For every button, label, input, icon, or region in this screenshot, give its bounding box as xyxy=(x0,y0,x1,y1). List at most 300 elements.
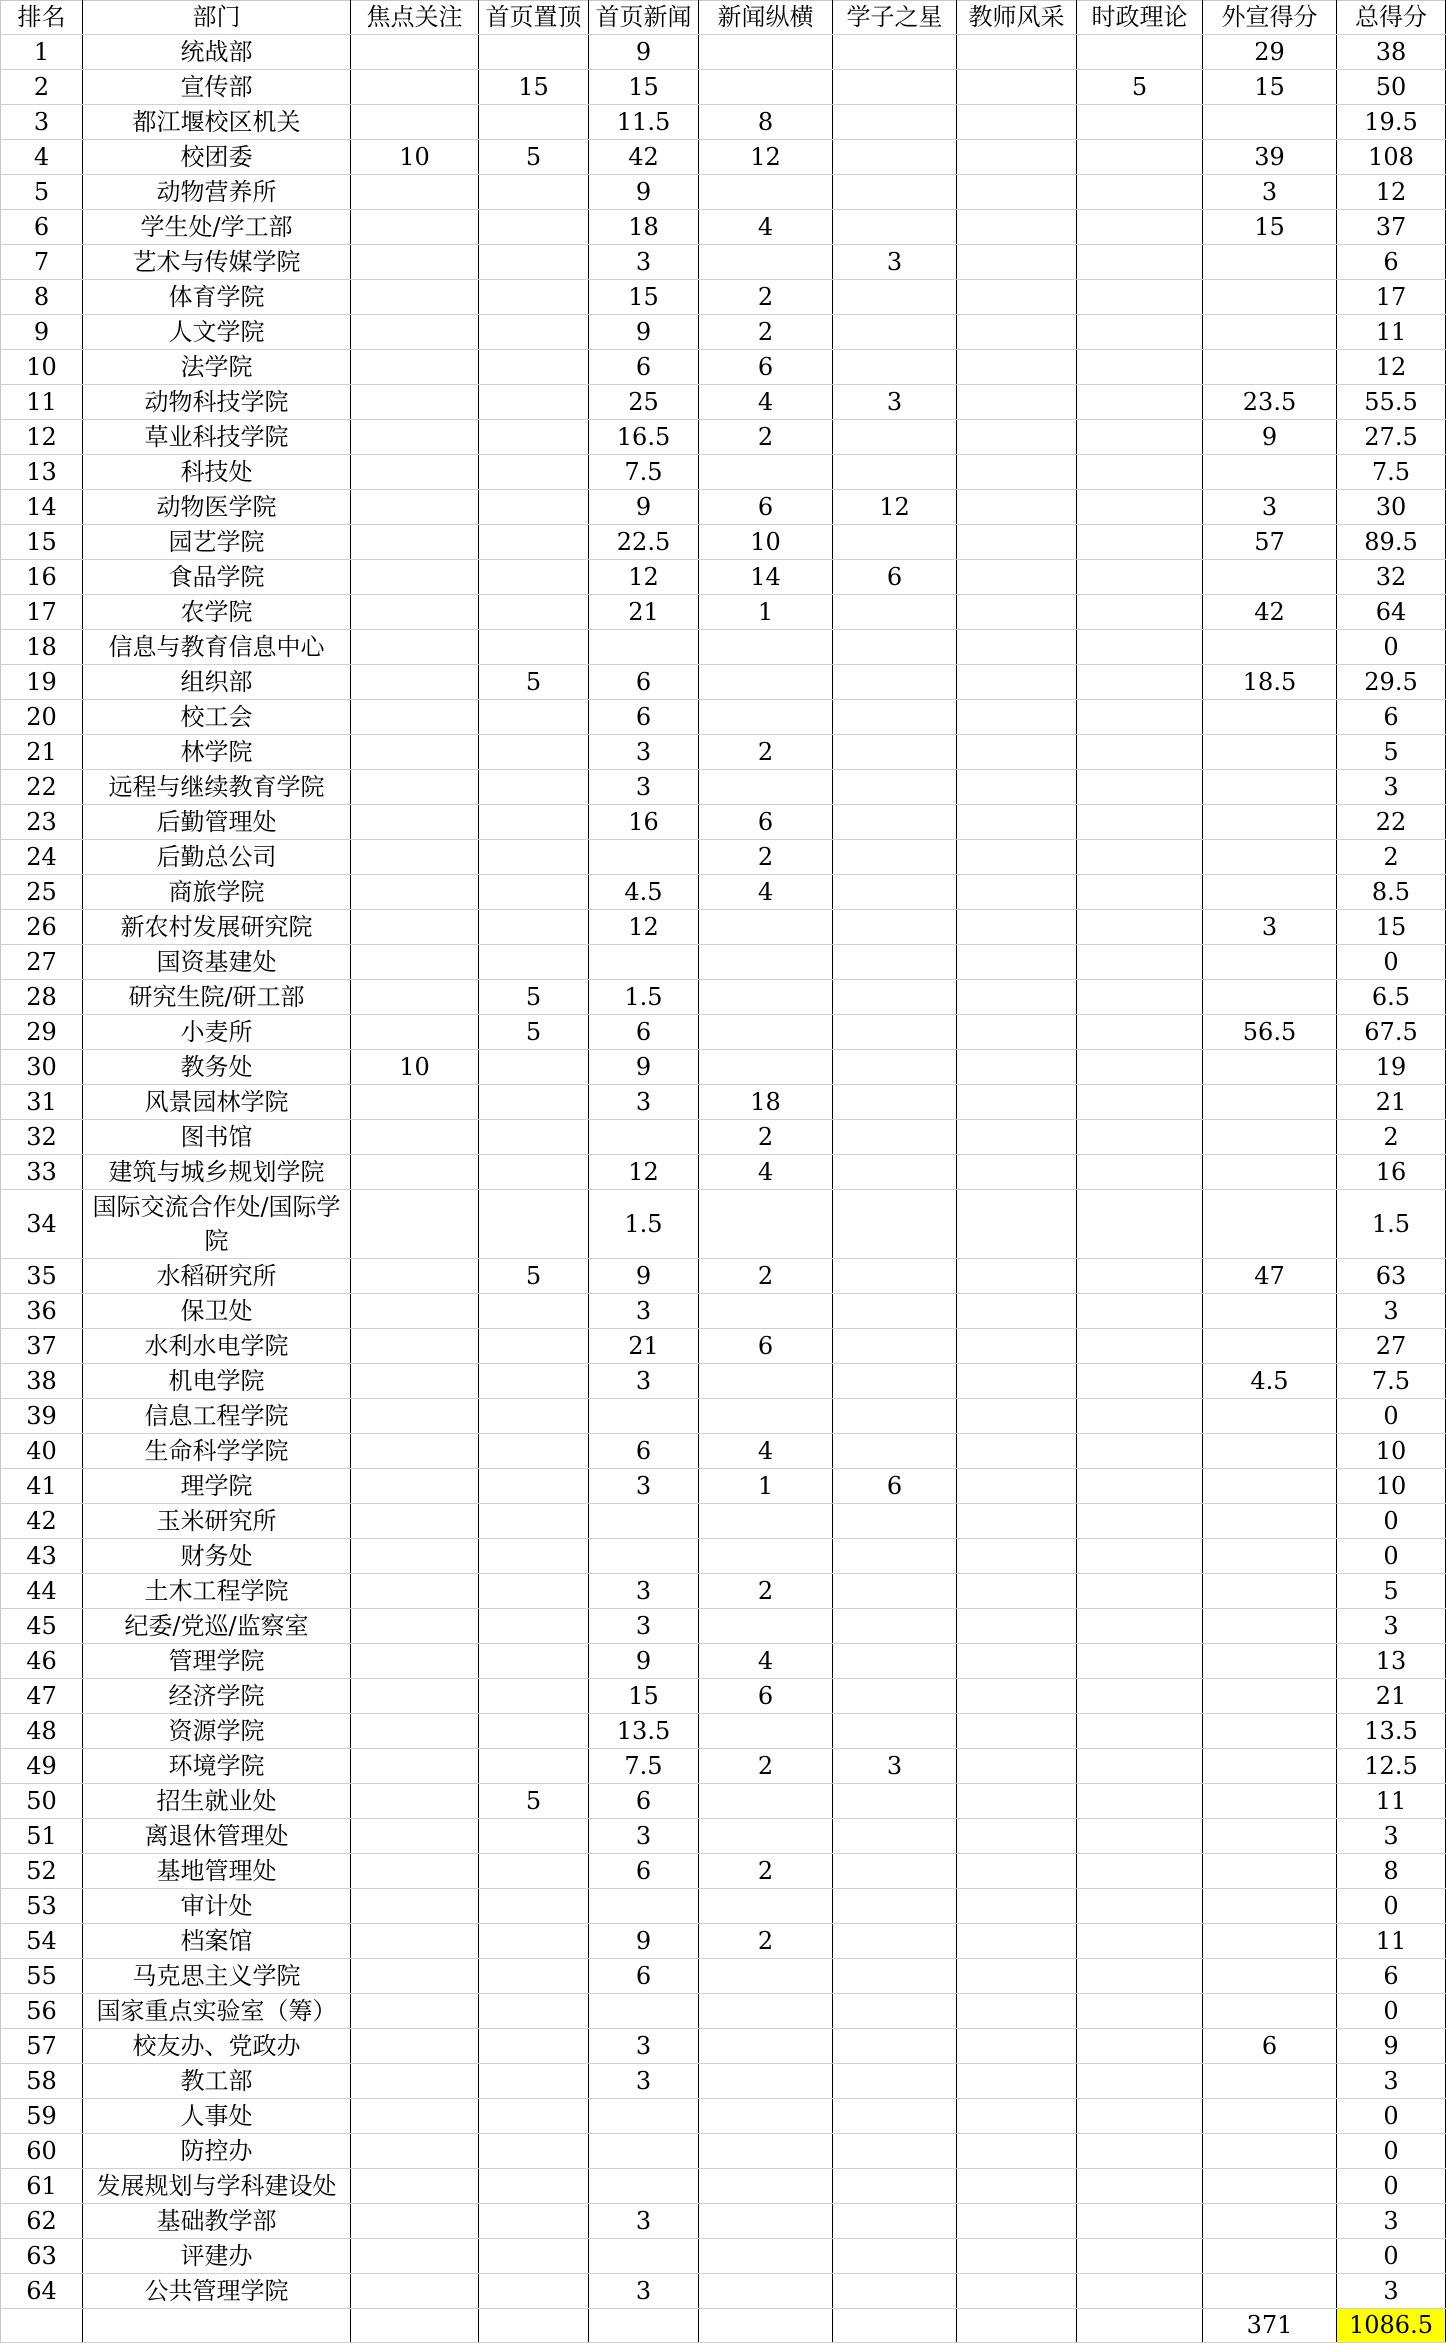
cell-student-star xyxy=(833,769,957,804)
table-row xyxy=(1,524,1446,559)
cell-teacher-style xyxy=(957,2028,1077,2063)
cell-homepage-top xyxy=(479,524,589,559)
cell-teacher-style xyxy=(957,1993,1077,2028)
cell-external-score xyxy=(1203,1923,1337,1958)
cell-teacher-style xyxy=(957,1678,1077,1713)
cell-focus xyxy=(351,1888,479,1923)
table-row xyxy=(1,1084,1446,1119)
cell-homepage-top xyxy=(479,769,589,804)
cell-homepage-news: 18 xyxy=(589,209,699,244)
cell-department: 校工会 xyxy=(83,699,351,734)
table-row xyxy=(1,104,1446,139)
cell-rank: 12 xyxy=(1,419,83,454)
cell-total-score: 8 xyxy=(1337,1853,1446,1888)
cell-homepage-news: 21 xyxy=(589,594,699,629)
table-row xyxy=(1,2133,1446,2168)
cell-student-star xyxy=(833,2098,957,2133)
cell-focus xyxy=(351,1293,479,1328)
cell-student-star xyxy=(833,1923,957,1958)
cell-news-overview: 2 xyxy=(699,1853,833,1888)
cell-rank: 37 xyxy=(1,1328,83,1363)
table-row xyxy=(1,629,1446,664)
cell-teacher-style xyxy=(957,104,1077,139)
table-row xyxy=(1,839,1446,874)
cell-homepage-top xyxy=(479,419,589,454)
cell-homepage-news: 12 xyxy=(589,1154,699,1189)
cell-news-overview: 6 xyxy=(699,489,833,524)
cell-homepage-news xyxy=(589,1538,699,1573)
cell-news-overview xyxy=(699,2168,833,2203)
total-teacher-style xyxy=(957,2308,1077,2342)
cell-total-score: 3 xyxy=(1337,2203,1446,2238)
table-row xyxy=(1,2098,1446,2133)
cell-focus xyxy=(351,1189,479,1258)
cell-politics-theory xyxy=(1077,1503,1203,1538)
cell-total-score: 0 xyxy=(1337,2098,1446,2133)
cell-student-star xyxy=(833,1818,957,1853)
cell-rank: 33 xyxy=(1,1154,83,1189)
cell-politics-theory xyxy=(1077,1154,1203,1189)
cell-student-star xyxy=(833,629,957,664)
cell-homepage-top xyxy=(479,1923,589,1958)
cell-news-overview xyxy=(699,1398,833,1433)
cell-rank: 20 xyxy=(1,699,83,734)
cell-politics-theory xyxy=(1077,1014,1203,1049)
cell-homepage-news xyxy=(589,2098,699,2133)
cell-focus xyxy=(351,1119,479,1154)
cell-student-star xyxy=(833,69,957,104)
cell-department: 发展规划与学科建设处 xyxy=(83,2168,351,2203)
cell-focus xyxy=(351,2133,479,2168)
cell-rank: 34 xyxy=(1,1189,83,1258)
cell-rank: 9 xyxy=(1,314,83,349)
cell-student-star xyxy=(833,1433,957,1468)
cell-student-star xyxy=(833,2133,957,2168)
cell-student-star xyxy=(833,2238,957,2273)
cell-teacher-style xyxy=(957,909,1077,944)
cell-department: 基础教学部 xyxy=(83,2203,351,2238)
cell-department: 招生就业处 xyxy=(83,1783,351,1818)
cell-student-star xyxy=(833,1189,957,1258)
cell-homepage-top xyxy=(479,1573,589,1608)
cell-focus xyxy=(351,909,479,944)
cell-department: 学生处/学工部 xyxy=(83,209,351,244)
cell-homepage-news: 3 xyxy=(589,1084,699,1119)
cell-rank: 8 xyxy=(1,279,83,314)
cell-teacher-style xyxy=(957,1538,1077,1573)
cell-total-score: 0 xyxy=(1337,629,1446,664)
total-rank xyxy=(1,2308,83,2342)
cell-news-overview: 6 xyxy=(699,349,833,384)
table-row xyxy=(1,1713,1446,1748)
cell-teacher-style xyxy=(957,1154,1077,1189)
cell-department: 校团委 xyxy=(83,139,351,174)
cell-total-score: 11 xyxy=(1337,314,1446,349)
table-row xyxy=(1,664,1446,699)
cell-politics-theory xyxy=(1077,279,1203,314)
cell-external-score xyxy=(1203,1538,1337,1573)
cell-total-score: 12 xyxy=(1337,174,1446,209)
cell-homepage-news xyxy=(589,839,699,874)
cell-homepage-top xyxy=(479,349,589,384)
cell-department: 评建办 xyxy=(83,2238,351,2273)
table-row xyxy=(1,209,1446,244)
cell-homepage-news: 6 xyxy=(589,664,699,699)
cell-total-score: 12.5 xyxy=(1337,1748,1446,1783)
table-row xyxy=(1,1014,1446,1049)
table-row xyxy=(1,1119,1446,1154)
cell-external-score: 3 xyxy=(1203,909,1337,944)
table-body xyxy=(1,34,1446,2342)
table-row xyxy=(1,1958,1446,1993)
cell-rank: 5 xyxy=(1,174,83,209)
cell-external-score xyxy=(1203,1748,1337,1783)
cell-focus xyxy=(351,454,479,489)
cell-homepage-news: 25 xyxy=(589,384,699,419)
cell-homepage-news xyxy=(589,2133,699,2168)
table-row xyxy=(1,174,1446,209)
header-focus: 焦点关注 xyxy=(351,1,479,35)
cell-teacher-style xyxy=(957,209,1077,244)
cell-news-overview xyxy=(699,1958,833,1993)
cell-department: 公共管理学院 xyxy=(83,2273,351,2308)
table-row xyxy=(1,1154,1446,1189)
cell-politics-theory xyxy=(1077,419,1203,454)
cell-total-score: 13 xyxy=(1337,1643,1446,1678)
cell-total-score: 2 xyxy=(1337,839,1446,874)
cell-external-score: 42 xyxy=(1203,594,1337,629)
cell-homepage-news xyxy=(589,629,699,664)
cell-homepage-top xyxy=(479,1154,589,1189)
cell-external-score xyxy=(1203,1713,1337,1748)
table-row xyxy=(1,804,1446,839)
cell-politics-theory xyxy=(1077,384,1203,419)
cell-rank: 32 xyxy=(1,1119,83,1154)
cell-homepage-news: 9 xyxy=(589,1049,699,1084)
cell-rank: 13 xyxy=(1,454,83,489)
table-row xyxy=(1,1748,1446,1783)
cell-teacher-style xyxy=(957,419,1077,454)
table-row xyxy=(1,2238,1446,2273)
cell-rank: 6 xyxy=(1,209,83,244)
cell-student-star xyxy=(833,279,957,314)
cell-focus xyxy=(351,209,479,244)
total-politics-theory xyxy=(1077,2308,1203,2342)
cell-focus xyxy=(351,1958,479,1993)
cell-news-overview xyxy=(699,1503,833,1538)
cell-department: 教务处 xyxy=(83,1049,351,1084)
cell-rank: 24 xyxy=(1,839,83,874)
cell-rank: 54 xyxy=(1,1923,83,1958)
cell-total-score: 13.5 xyxy=(1337,1713,1446,1748)
header-rank: 排名 xyxy=(1,1,83,35)
cell-homepage-news: 3 xyxy=(589,1468,699,1503)
cell-politics-theory xyxy=(1077,489,1203,524)
cell-politics-theory xyxy=(1077,874,1203,909)
cell-student-star xyxy=(833,1958,957,1993)
table-row xyxy=(1,1258,1446,1293)
cell-rank: 48 xyxy=(1,1713,83,1748)
table-row xyxy=(1,1398,1446,1433)
cell-student-star xyxy=(833,1363,957,1398)
cell-department: 环境学院 xyxy=(83,1748,351,1783)
cell-total-score: 1.5 xyxy=(1337,1189,1446,1258)
cell-external-score xyxy=(1203,2133,1337,2168)
cell-politics-theory xyxy=(1077,2133,1203,2168)
cell-focus xyxy=(351,1468,479,1503)
total-homepage-top xyxy=(479,2308,589,2342)
cell-student-star xyxy=(833,839,957,874)
cell-news-overview: 2 xyxy=(699,314,833,349)
cell-department: 动物医学院 xyxy=(83,489,351,524)
cell-politics-theory xyxy=(1077,454,1203,489)
cell-homepage-news: 6 xyxy=(589,1958,699,1993)
cell-rank: 22 xyxy=(1,769,83,804)
cell-focus xyxy=(351,1398,479,1433)
cell-external-score xyxy=(1203,1468,1337,1503)
cell-news-overview xyxy=(699,1293,833,1328)
cell-focus xyxy=(351,69,479,104)
cell-external-score xyxy=(1203,1398,1337,1433)
cell-focus xyxy=(351,2028,479,2063)
cell-external-score: 9 xyxy=(1203,419,1337,454)
cell-politics-theory xyxy=(1077,559,1203,594)
cell-total-score: 21 xyxy=(1337,1084,1446,1119)
cell-total-score: 27.5 xyxy=(1337,419,1446,454)
cell-homepage-news: 15 xyxy=(589,69,699,104)
cell-homepage-top xyxy=(479,1049,589,1084)
cell-homepage-news xyxy=(589,2168,699,2203)
cell-teacher-style xyxy=(957,1888,1077,1923)
cell-homepage-top xyxy=(479,1853,589,1888)
cell-homepage-top xyxy=(479,1433,589,1468)
cell-homepage-top xyxy=(479,1958,589,1993)
cell-homepage-top: 5 xyxy=(479,139,589,174)
cell-teacher-style xyxy=(957,629,1077,664)
table-row xyxy=(1,699,1446,734)
cell-rank: 3 xyxy=(1,104,83,139)
cell-student-star xyxy=(833,1888,957,1923)
cell-external-score xyxy=(1203,1958,1337,1993)
cell-homepage-top xyxy=(479,1643,589,1678)
cell-homepage-top xyxy=(479,874,589,909)
total-student-star xyxy=(833,2308,957,2342)
cell-teacher-style xyxy=(957,1258,1077,1293)
cell-teacher-style xyxy=(957,1503,1077,1538)
table-row xyxy=(1,34,1446,69)
cell-student-star xyxy=(833,1119,957,1154)
cell-total-score: 6 xyxy=(1337,244,1446,279)
cell-teacher-style xyxy=(957,664,1077,699)
cell-total-score: 21 xyxy=(1337,1678,1446,1713)
cell-rank: 53 xyxy=(1,1888,83,1923)
cell-politics-theory xyxy=(1077,699,1203,734)
cell-total-score: 5 xyxy=(1337,734,1446,769)
cell-external-score: 15 xyxy=(1203,69,1337,104)
cell-teacher-style xyxy=(957,1119,1077,1154)
cell-total-score: 19 xyxy=(1337,1049,1446,1084)
cell-student-star xyxy=(833,2063,957,2098)
cell-politics-theory xyxy=(1077,1853,1203,1888)
cell-homepage-news xyxy=(589,1503,699,1538)
cell-total-score: 7.5 xyxy=(1337,454,1446,489)
cell-total-score: 50 xyxy=(1337,69,1446,104)
cell-department: 后勤管理处 xyxy=(83,804,351,839)
cell-focus xyxy=(351,2238,479,2273)
table-row xyxy=(1,1923,1446,1958)
cell-student-star xyxy=(833,699,957,734)
table-row xyxy=(1,489,1446,524)
cell-rank: 43 xyxy=(1,1538,83,1573)
cell-total-score: 2 xyxy=(1337,1119,1446,1154)
cell-student-star xyxy=(833,909,957,944)
cell-total-score: 32 xyxy=(1337,559,1446,594)
cell-homepage-news: 6 xyxy=(589,349,699,384)
table-row xyxy=(1,419,1446,454)
cell-total-score: 10 xyxy=(1337,1468,1446,1503)
cell-total-score: 22 xyxy=(1337,804,1446,839)
cell-department: 资源学院 xyxy=(83,1713,351,1748)
cell-homepage-top xyxy=(479,699,589,734)
cell-teacher-style xyxy=(957,804,1077,839)
cell-homepage-news: 3 xyxy=(589,1573,699,1608)
header-news-overview: 新闻纵横 xyxy=(699,1,833,35)
cell-external-score xyxy=(1203,1608,1337,1643)
cell-teacher-style xyxy=(957,874,1077,909)
cell-total-score: 64 xyxy=(1337,594,1446,629)
cell-external-score: 3 xyxy=(1203,174,1337,209)
cell-department: 农学院 xyxy=(83,594,351,629)
cell-homepage-news: 9 xyxy=(589,1923,699,1958)
cell-external-score xyxy=(1203,1119,1337,1154)
cell-teacher-style xyxy=(957,2168,1077,2203)
cell-rank: 50 xyxy=(1,1783,83,1818)
cell-homepage-news: 12 xyxy=(589,909,699,944)
cell-homepage-news xyxy=(589,944,699,979)
cell-news-overview: 2 xyxy=(699,1748,833,1783)
cell-total-score: 12 xyxy=(1337,349,1446,384)
cell-external-score: 4.5 xyxy=(1203,1363,1337,1398)
cell-teacher-style xyxy=(957,979,1077,1014)
cell-total-score: 11 xyxy=(1337,1783,1446,1818)
cell-department: 后勤总公司 xyxy=(83,839,351,874)
cell-homepage-news: 3 xyxy=(589,2028,699,2063)
cell-teacher-style xyxy=(957,1958,1077,1993)
cell-news-overview xyxy=(699,1363,833,1398)
cell-homepage-news: 13.5 xyxy=(589,1713,699,1748)
cell-focus xyxy=(351,944,479,979)
cell-politics-theory xyxy=(1077,1643,1203,1678)
cell-homepage-top xyxy=(479,2168,589,2203)
cell-rank: 19 xyxy=(1,664,83,699)
cell-homepage-news: 3 xyxy=(589,1293,699,1328)
cell-rank: 36 xyxy=(1,1293,83,1328)
cell-rank: 56 xyxy=(1,1993,83,2028)
cell-total-score: 3 xyxy=(1337,1608,1446,1643)
cell-homepage-news: 9 xyxy=(589,174,699,209)
cell-homepage-top xyxy=(479,839,589,874)
cell-homepage-top xyxy=(479,244,589,279)
cell-politics-theory xyxy=(1077,1573,1203,1608)
cell-department: 园艺学院 xyxy=(83,524,351,559)
cell-politics-theory xyxy=(1077,2028,1203,2063)
cell-homepage-news: 21 xyxy=(589,1328,699,1363)
cell-department: 离退休管理处 xyxy=(83,1818,351,1853)
cell-rank: 25 xyxy=(1,874,83,909)
cell-teacher-style xyxy=(957,1608,1077,1643)
cell-focus xyxy=(351,1643,479,1678)
cell-department: 档案馆 xyxy=(83,1923,351,1958)
header-student-star: 学子之星 xyxy=(833,1,957,35)
cell-politics-theory xyxy=(1077,1398,1203,1433)
cell-total-score: 0 xyxy=(1337,1503,1446,1538)
cell-department: 风景园林学院 xyxy=(83,1084,351,1119)
cell-department: 艺术与传媒学院 xyxy=(83,244,351,279)
table-row xyxy=(1,769,1446,804)
cell-focus xyxy=(351,1433,479,1468)
table-row xyxy=(1,2168,1446,2203)
cell-teacher-style xyxy=(957,1433,1077,1468)
cell-rank: 29 xyxy=(1,1014,83,1049)
cell-department: 财务处 xyxy=(83,1538,351,1573)
cell-student-star xyxy=(833,209,957,244)
cell-teacher-style xyxy=(957,839,1077,874)
cell-focus xyxy=(351,1328,479,1363)
cell-homepage-top xyxy=(479,1189,589,1258)
cell-news-overview xyxy=(699,1783,833,1818)
cell-rank: 14 xyxy=(1,489,83,524)
cell-total-score: 11 xyxy=(1337,1923,1446,1958)
cell-focus xyxy=(351,1748,479,1783)
cell-politics-theory xyxy=(1077,1293,1203,1328)
cell-homepage-news: 6 xyxy=(589,1783,699,1818)
cell-focus xyxy=(351,524,479,559)
cell-homepage-news: 42 xyxy=(589,139,699,174)
cell-homepage-top xyxy=(479,174,589,209)
table-row xyxy=(1,139,1446,174)
cell-rank: 27 xyxy=(1,944,83,979)
cell-total-score: 0 xyxy=(1337,1398,1446,1433)
cell-external-score xyxy=(1203,279,1337,314)
cell-homepage-top xyxy=(479,454,589,489)
cell-total-score: 89.5 xyxy=(1337,524,1446,559)
table-row xyxy=(1,349,1446,384)
cell-total-score: 17 xyxy=(1337,279,1446,314)
cell-total-score: 0 xyxy=(1337,1538,1446,1573)
totals-row xyxy=(1,2308,1446,2342)
cell-news-overview: 1 xyxy=(699,594,833,629)
cell-total-score: 3 xyxy=(1337,1818,1446,1853)
cell-department: 审计处 xyxy=(83,1888,351,1923)
header-teacher-style: 教师风采 xyxy=(957,1,1077,35)
table-row xyxy=(1,1993,1446,2028)
cell-homepage-top xyxy=(479,2098,589,2133)
cell-politics-theory xyxy=(1077,2203,1203,2238)
cell-focus xyxy=(351,1573,479,1608)
cell-teacher-style xyxy=(957,454,1077,489)
cell-politics-theory xyxy=(1077,1888,1203,1923)
cell-homepage-news: 22.5 xyxy=(589,524,699,559)
cell-focus xyxy=(351,664,479,699)
cell-external-score xyxy=(1203,1888,1337,1923)
cell-total-score: 108 xyxy=(1337,139,1446,174)
cell-focus xyxy=(351,1363,479,1398)
cell-teacher-style xyxy=(957,1049,1077,1084)
cell-politics-theory xyxy=(1077,209,1203,244)
cell-student-star xyxy=(833,1154,957,1189)
cell-homepage-news: 15 xyxy=(589,279,699,314)
cell-homepage-news xyxy=(589,1888,699,1923)
